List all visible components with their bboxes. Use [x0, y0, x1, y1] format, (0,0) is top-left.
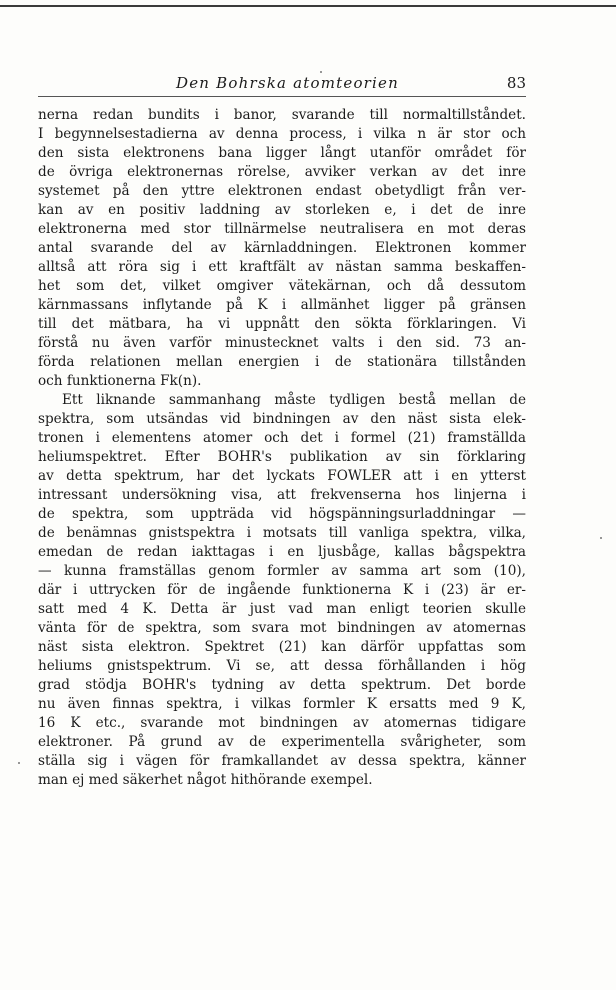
- text-line: antal svarande del av kärnladdningen. Elektronen kommer: [38, 240, 526, 256]
- page-header: [38, 74, 526, 96]
- text-line: kan av en positiv laddning av storleken e, i det de inre: [38, 202, 526, 218]
- print-speck: [320, 71, 322, 73]
- text-line: till det mätbara, ha vi uppnått den sökta förklaringen. Vi: [38, 316, 526, 332]
- print-speck: [600, 537, 602, 539]
- text-line: näst sista elektron. Spektret (21) kan därför uppfattas som: [38, 639, 526, 655]
- text-line: ställa sig i vägen för framkallandet av dessa spektra, känner: [38, 753, 526, 769]
- text-line: den sista elektronens bana ligger långt utanför området för: [38, 145, 526, 161]
- text-line: I begynnelsestadierna av denna process, i vilka n är stor och: [38, 126, 526, 142]
- text-line: av detta spektrum, har det lyckats FOWLER att i en ytterst: [38, 468, 526, 484]
- text-line: satt med 4 K. Detta är just vad man enligt teorien skulle: [38, 601, 526, 617]
- body-text: [38, 106, 526, 790]
- text-line: förda relationen mellan energien i de stationära tillstånden: [38, 354, 526, 370]
- running-title: Den Bohrska atomteorien: [176, 74, 399, 92]
- text-line: spektra, som utsändas vid bindningen av den näst sista elek-: [38, 411, 526, 427]
- text-line: heliumspektret. Efter BOHR's publikation av sin förklaring: [38, 449, 526, 465]
- top-edge-rule: [0, 5, 616, 7]
- text-line: och funktionerna Fk(n).: [38, 373, 202, 389]
- text-line: man ej med säkerhet något hithörande exempel.: [38, 772, 373, 788]
- text-line: heliums gnistspektrum. Vi se, att dessa förhållanden i hög: [38, 658, 526, 674]
- text-line: vänta för de spektra, som svara mot bindningen av atomernas: [38, 620, 526, 636]
- text-line: nu även finnas spektra, i vilkas formler K ersatts med 9 K,: [38, 696, 526, 712]
- text-line: de övriga elektronernas rörelse, avviker verkan av det inre: [38, 164, 526, 180]
- header-rule: [38, 96, 526, 97]
- text-line: alltså att röra sig i ett kraftfält av nästan samma beskaffen-: [38, 259, 526, 275]
- text-line: — kunna framställas genom formler av samma art som (10),: [38, 563, 526, 579]
- text-line: intressant undersökning visa, att frekvenserna hos linjerna i: [38, 487, 526, 503]
- text-line: emedan de redan iakttagas i en ljusbåge, kallas bågspektra: [38, 544, 526, 560]
- text-line: nerna redan bundits i banor, svarande till normaltillståndet.: [38, 107, 526, 123]
- text-line: kärnmassans inflytande på K i allmänhet ligger på gränsen: [38, 297, 526, 313]
- text-line: 16 K etc., svarande mot bindningen av atomernas tidigare: [38, 715, 526, 731]
- text-line: förstå nu även varför minustecknet valts i den sid. 73 an-: [38, 335, 526, 351]
- text-line: systemet på den yttre elektronen endast obetydligt från ver-: [38, 183, 526, 199]
- text-line: de benämnas gnistspektra i motsats till vanliga spektra, vilka,: [38, 525, 526, 541]
- page-number: 83: [506, 74, 526, 92]
- text-line: tronen i elementens atomer och det i formel (21) framställda: [38, 430, 526, 446]
- text-line: grad stödja BOHR's tydning av detta spektrum. Det borde: [38, 677, 526, 693]
- text-line: de spektra, som uppträda vid högspänningsurladdningar —: [38, 506, 526, 522]
- print-speck: [18, 762, 20, 764]
- text-line: Ett liknande sammanhang måste tydligen bestå mellan de: [62, 392, 526, 408]
- text-line: där i uttrycken för de ingående funktionerna K i (23) är er-: [38, 582, 526, 598]
- text-line: elektronerna med stor tillnärmelse neutralisera en mot deras: [38, 221, 526, 237]
- text-line: het som det, vilket omgiver vätekärnan, och då dessutom: [38, 278, 526, 294]
- text-line: elektroner. På grund av de experimentella svårigheter, som: [38, 734, 526, 750]
